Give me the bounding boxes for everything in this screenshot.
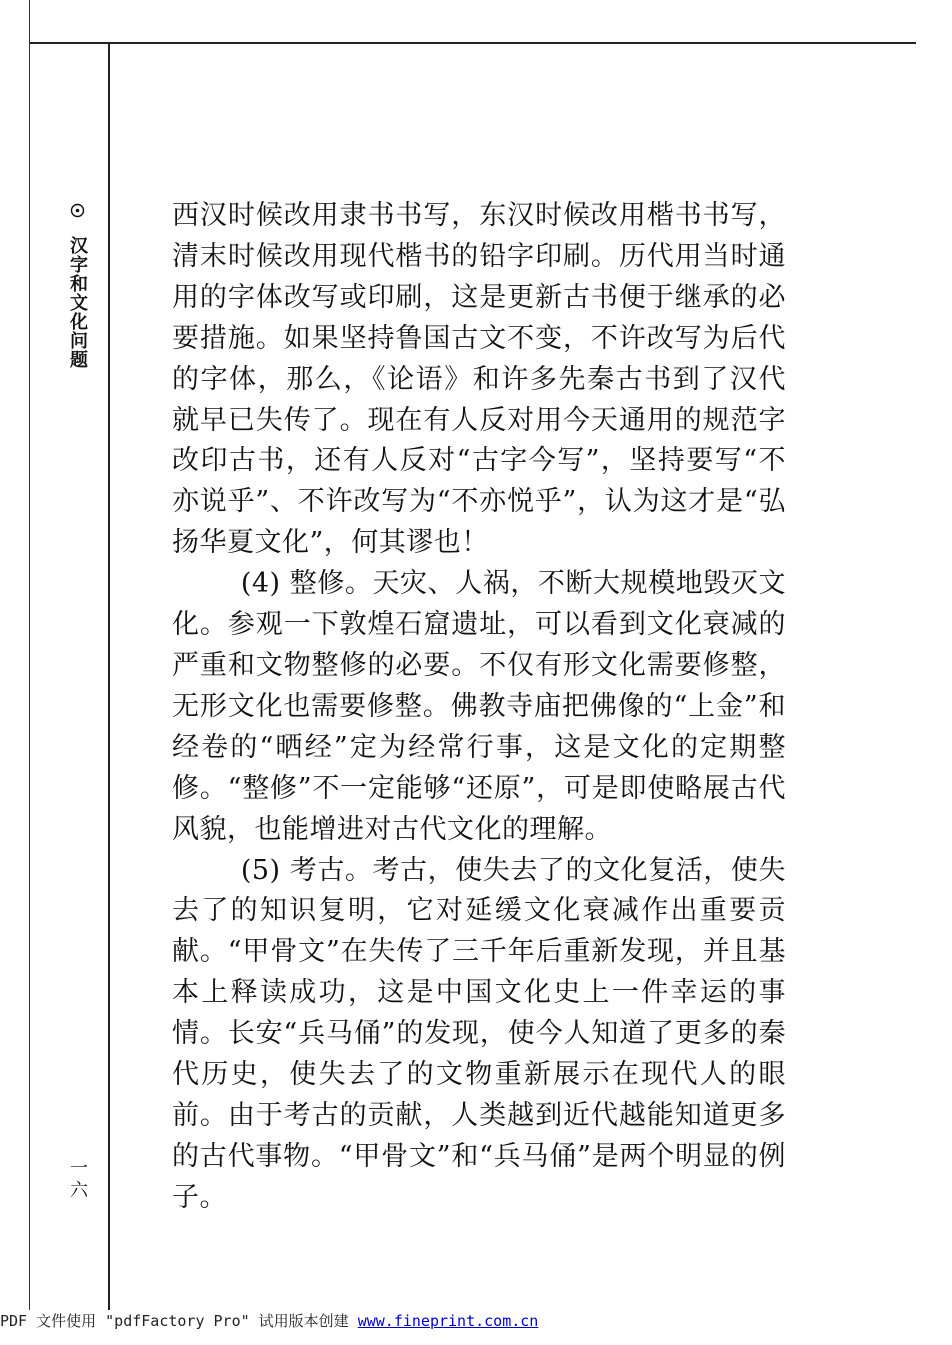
paragraph: 西汉时候改用隶书书写，东汉时候改用楷书书写，清末时候改用现代楷书的铅字印刷。历代用当时通用的字体改写或印刷，这是更新古书便于继承的必要措施。如果坚持鲁国古文不变，不许改写为后代的字体，那么，《论语》和许多先秦古书到了汉代就早已失传了。现在有人反对用今天通用的规范字改印古书，还有人反对“古字今写”，坚持要写“不亦说乎”、不许改写为“不亦悦乎”，认为这才是“弘扬华夏文化”，何其谬也！ <box>172 200 786 559</box>
paragraph: (5) 考古。考古，使失去了的文化复活，使失去了的知识复明，它对延缓文化衰减作出重要贡献。“甲骨文”在失传了三千年后重新发现，并且基本上释读成功，这是中国文化史上一件幸运的事情。长安“兵马俑”的发现，使今人知道了更多的秦代历史，使失去了的文物重新展示在现代人的眼前。由于考古的贡献，人类越到近代越能知道更多的古代事物。“甲骨文”和“兵马俑”是两个明显的例子。 <box>172 854 786 1213</box>
paragraph: (4) 整修。天灾、人祸，不断大规模地毁灭文化。参观一下敦煌石窟遗址，可以看到文化衰减的严重和文物整修的必要。不仅有形文化需要修整，无形文化也需要修整。佛教寺庙把佛像的“上金”和经卷的“晒经”定为经常行事，这是文化的定期整修。“整修”不一定能够“还原”，可是即使略展古代风貌，也能增进对古代文化的理解。 <box>172 568 786 845</box>
page-number: 一六 <box>67 1158 88 1202</box>
circled-dot-icon <box>70 203 85 218</box>
body-text <box>172 196 786 1219</box>
footer-text: PDF 文件使用 "pdfFactory Pro" 试用版本创建 <box>0 1312 358 1330</box>
pdf-footer <box>0 1310 538 1331</box>
inner-margin-rule <box>108 43 110 1310</box>
outer-margin-rule <box>29 0 30 1310</box>
footer-link[interactable]: www.fineprint.com.cn <box>357 1312 539 1330</box>
running-title: 汉字和文化问题 <box>67 236 88 369</box>
header-rule <box>30 42 916 44</box>
